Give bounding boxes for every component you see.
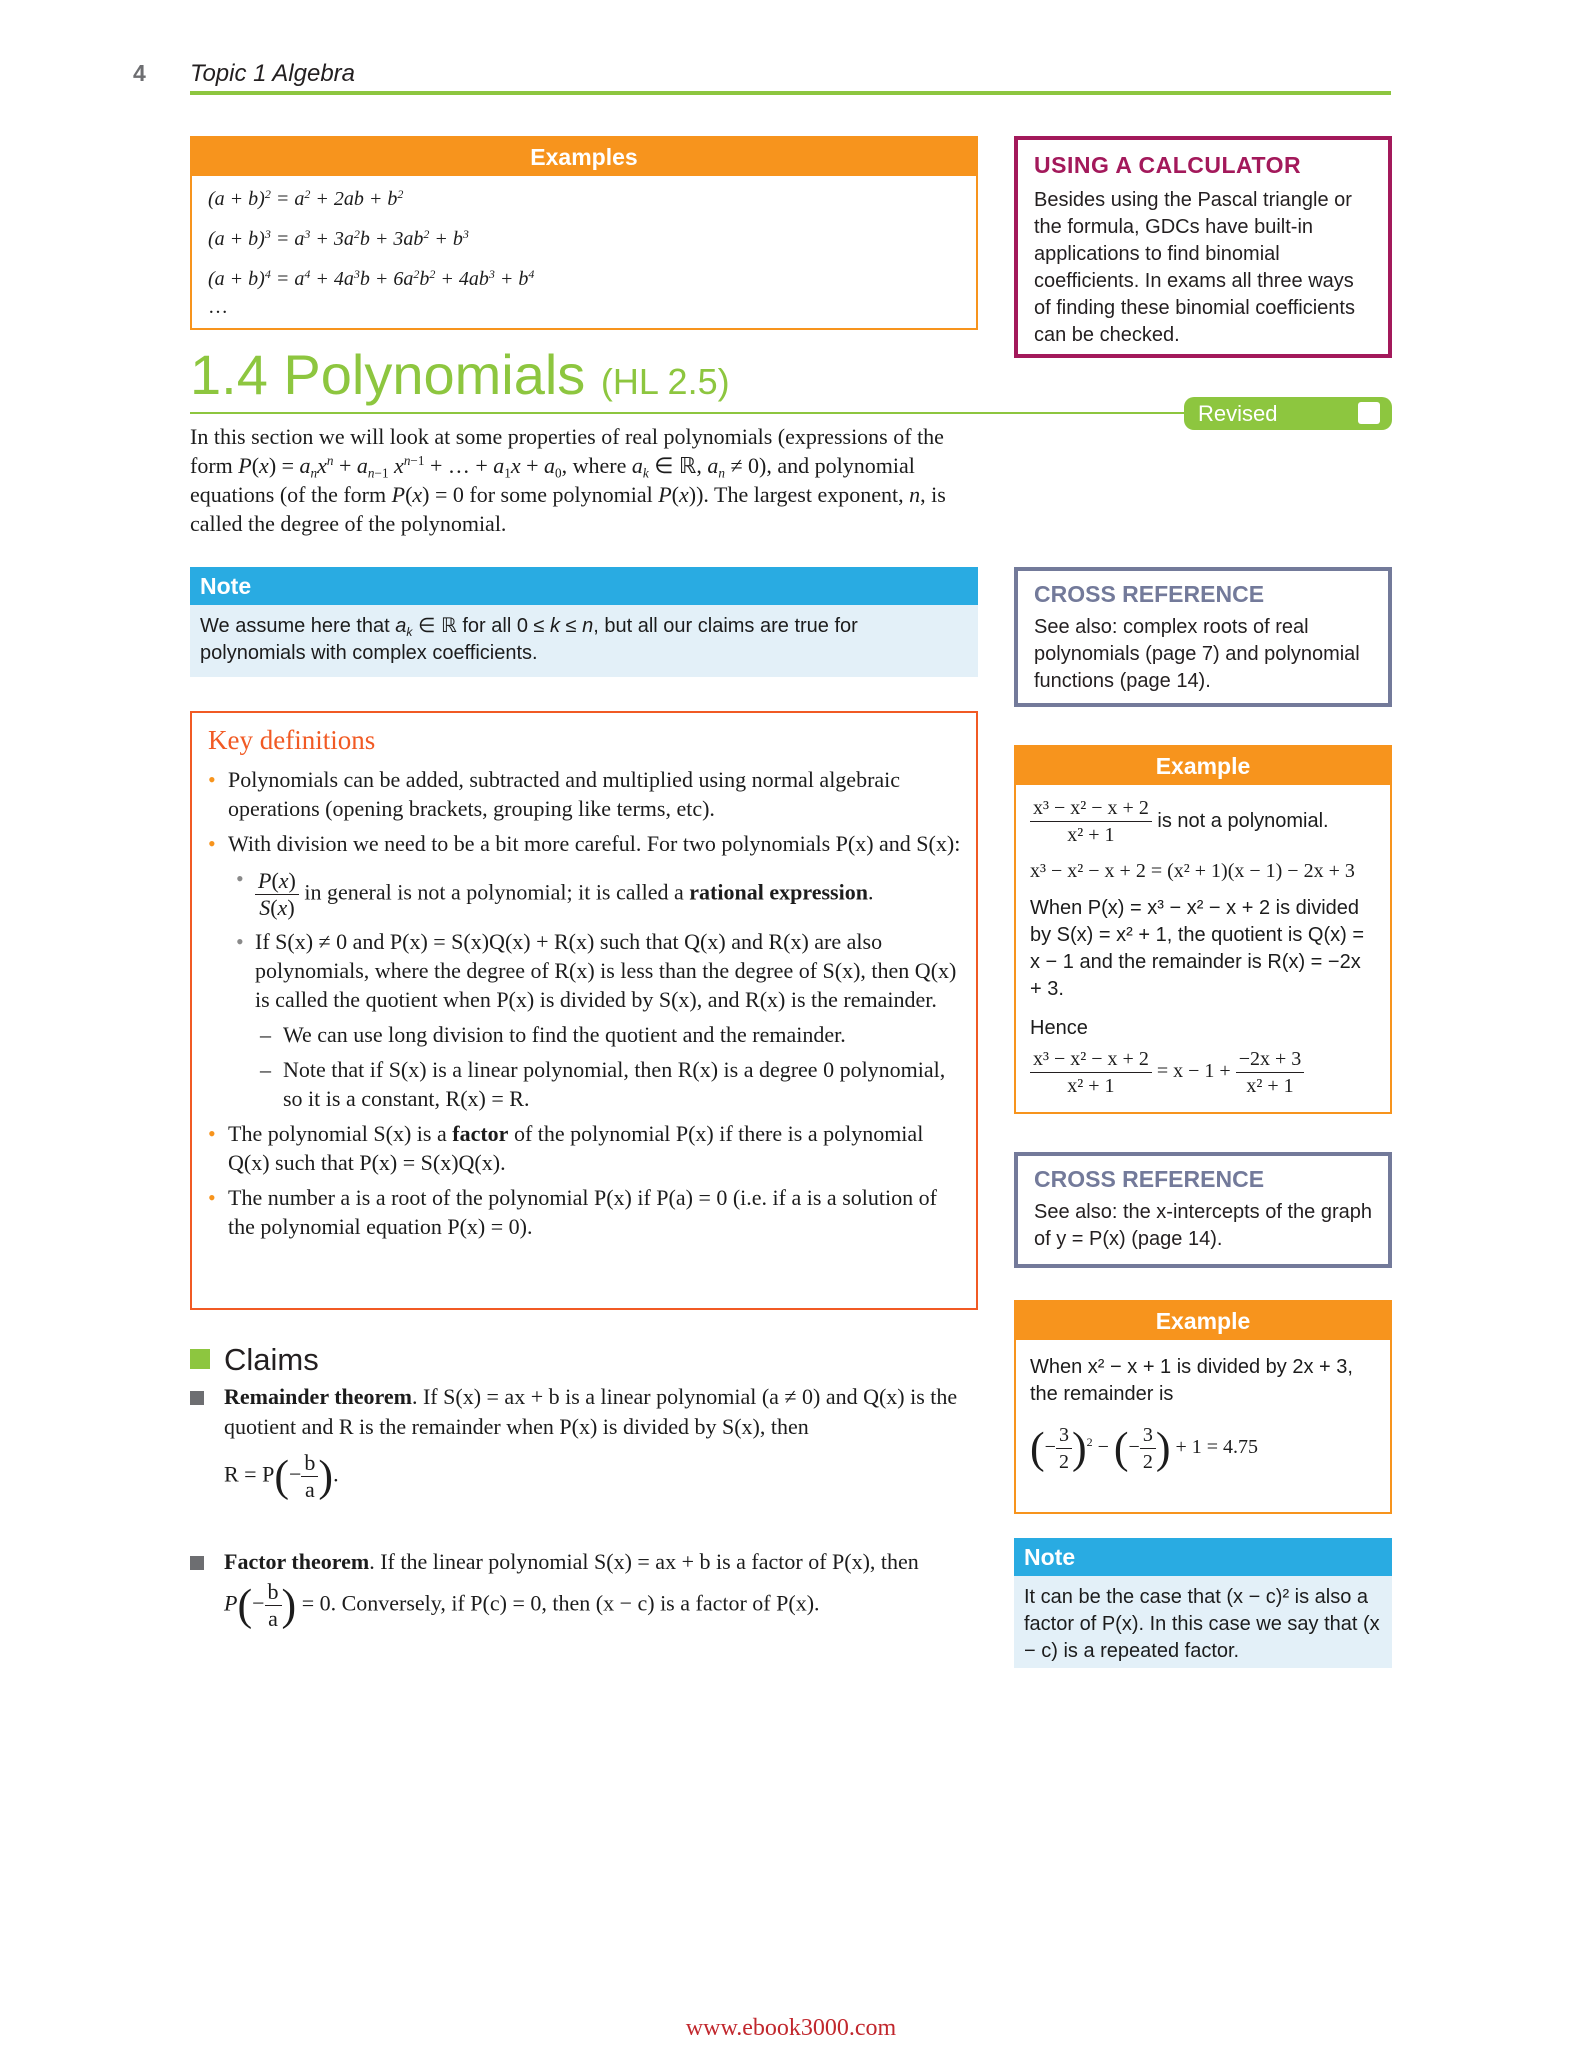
square-bullet-icon bbox=[190, 1349, 210, 1369]
example-fraction: $\frac{\text{x³ − x² − x + 2}}{\text{x² + 1}}$ bbox=[1030, 795, 1152, 848]
example-result: $\frac{\text{x³ − x² − x + 2}}{\text{x² + 1}}$ = x − 1 + $\frac{-2x + 3}{\text{x² + 1}}$ bbox=[1030, 1046, 1376, 1099]
example-identity: x³ − x² − x + 2 = (x² + 1)(x − 1) − 2x + 3 bbox=[1030, 860, 1355, 882]
topic-title: Topic 1 Algebra bbox=[190, 60, 355, 87]
example-fraction-line: $\frac{\text{x³ − x² − x + 2}}{\text{x² + 1}}$ is not a polynomial. bbox=[1030, 795, 1376, 848]
key-definitions-list bbox=[208, 765, 968, 1247]
note-box-2 bbox=[1014, 1538, 1392, 1668]
definition-bullet: • The number a is a root of the polynomial P(x) if P(a) = 0 (i.e. if a is a solution of the polynomial equation P(x) = 0). bbox=[208, 1183, 968, 1241]
note-box bbox=[190, 567, 978, 677]
square-bullet-icon bbox=[190, 1556, 204, 1570]
revised-label: Revised bbox=[1198, 401, 1278, 426]
calculator-title: USING A CALCULATOR bbox=[1034, 152, 1302, 178]
example-calculation: (− $\frac{3}{2}$ )$^2$ − (− $\frac{3}{2}$ ) + 1 = 4.75 bbox=[1030, 1423, 1259, 1473]
section-rule bbox=[190, 412, 1190, 414]
definition-dash-item: – Note that if S(x) is a linear polynomial, then R(x) is a degree 0 polynomial, so it is a constant, R(x) = R. bbox=[208, 1055, 968, 1113]
key-definitions-title: Key definitions bbox=[208, 725, 376, 755]
cross-reference-box-2 bbox=[1014, 1152, 1392, 1268]
examples-box bbox=[190, 136, 978, 330]
example-line-3: $(a + b)^4 = a^4 + 4a^3b + 6a^2b^2 + 4ab^3 + b^4$ bbox=[208, 266, 535, 290]
claims-heading: Claims bbox=[190, 1342, 319, 1378]
example-box-1 bbox=[1014, 745, 1392, 1114]
example-ellipsis: … bbox=[208, 296, 228, 318]
rational-fraction: • $\frac{P(x)}{S(x)}$ bbox=[255, 868, 299, 921]
cross-reference-body: See also: the x-intercepts of the graph of y = P(x) (page 14). bbox=[1034, 1201, 1372, 1250]
example-title: Example bbox=[1016, 747, 1390, 785]
key-definitions-box bbox=[190, 711, 978, 1310]
example-result-fraction: $\frac{\text{x³ − x² − x + 2}}{\text{x² + 1}}$ bbox=[1030, 1046, 1152, 1099]
example-line-1: $(a + b)^2 = a^2 + 2ab + b^2$ bbox=[208, 186, 404, 210]
example-title: Example bbox=[1016, 1302, 1390, 1340]
definition-bullet: • The polynomial S(x) is a factor of the polynomial P(x) if there is a polynomial Q(x) such that P(x) = S(x)Q(x). bbox=[208, 1119, 968, 1177]
cross-reference-box-1 bbox=[1014, 567, 1392, 707]
note-title: Note bbox=[1014, 1538, 1392, 1576]
calculator-body: Besides using the Pascal triangle or the formula, GDCs have built-in applications to find binomial coefficients. In exams all three ways of finding these binomial coefficients can be checked. bbox=[1034, 189, 1355, 346]
factor-theorem: Factor theorem. If the linear polynomial S(x) = ax + b is a factor of P(x), then P(− $\frac{b}{a}$ ) = 0. Conversely, if P(c) = 0, then (x − c) is a factor of P(x). bbox=[190, 1547, 980, 1632]
definition-bullet: • With division we need to be a bit more careful. For two polynomials P(x) and S(x): bbox=[208, 829, 968, 858]
section-title bbox=[190, 342, 730, 407]
cross-reference-body: See also: complex roots of real polynomials (page 7) and polynomial functions (page 14). bbox=[1034, 616, 1360, 692]
example-body bbox=[1016, 785, 1390, 1107]
note-title: Note bbox=[190, 567, 978, 605]
factor-formula: P(− $\frac{b}{a}$ ) = 0. Conversely, if P(c) = 0, then (x − c) is a factor of P(x). bbox=[224, 1579, 820, 1631]
note-body: It can be the case that (x − c)² is also a factor of P(x). In this case we say that (x − c) is a repeated factor. bbox=[1024, 1586, 1380, 1662]
example-line-2: $(a + b)^3 = a^3 + 3a^2b + 3ab^2 + b^3$ bbox=[208, 226, 469, 250]
intro-paragraph: In this section we will look at some properties of real polynomials (expressions of the form $P(x) = a_nx^n + a_{n-1}$ $x^{n-1}$ + … + $a_1x + a_0$, where $a_k$ ∈ ℝ, $a_n \ne 0$), and polynomial equations (of the form P(x) = 0 for some polynomial P(x)). The largest exponent, n, is called the degree of the polynomial. bbox=[190, 424, 946, 536]
example-when: When P(x) = x³ − x² − x + 2 is divided by S(x) = x² + 1, the quotient is Q(x) = x − 1 and the remainder is R(x) = −2x + 3. bbox=[1030, 897, 1365, 1000]
remainder-theorem: Remainder theorem. If S(x) = ax + b is a linear polynomial (a ≠ 0) and Q(x) is the quotient and R is the remainder when P(x) is divided by S(x), then R = P(− $\frac{b}{a}$ ). bbox=[190, 1382, 980, 1503]
example-body bbox=[1016, 1340, 1390, 1483]
remainder-formula: R = P(− $\frac{b}{a}$ ). bbox=[224, 1450, 339, 1502]
example-hence: Hence bbox=[1030, 1017, 1088, 1039]
cross-reference-title: CROSS REFERENCE bbox=[1034, 581, 1265, 607]
footer-url[interactable]: www.ebook3000.com bbox=[685, 2015, 897, 2041]
example-text: When x² − x + 1 is divided by 2x + 3, the remainder is bbox=[1030, 1356, 1353, 1405]
revised-checkbox[interactable] bbox=[1184, 397, 1392, 430]
example-remainder-fraction: $\frac{-2x + 3}{\text{x² + 1}}$ bbox=[1236, 1046, 1305, 1099]
definition-sub-bullet: • $\frac{P(x)}{S(x)}$ in general is not a polynomial; it is called a rational expression. bbox=[208, 864, 968, 921]
cross-reference-title: CROSS REFERENCE bbox=[1034, 1166, 1265, 1192]
checkbox-icon[interactable] bbox=[1358, 402, 1380, 424]
section-hl-ref: (HL 2.5) bbox=[600, 361, 730, 402]
definition-bullet: • Polynomials can be added, subtracted and multiplied using normal algebraic operations (opening brackets, grouping like terms, etc). bbox=[208, 765, 968, 823]
examples-title: Examples bbox=[192, 138, 976, 176]
definition-dash-item: – We can use long division to find the quotient and the remainder. bbox=[208, 1020, 968, 1049]
calculator-box bbox=[1014, 136, 1392, 358]
example-box-2 bbox=[1014, 1300, 1392, 1514]
page-number: 4 bbox=[133, 60, 146, 86]
square-bullet-icon bbox=[190, 1391, 204, 1405]
section-number-title: 1.4 Polynomials bbox=[190, 343, 586, 406]
header-rule bbox=[190, 91, 1391, 95]
note-body: We assume here that $a_k$ ∈ ℝ for all 0 ≤ k ≤ n, but all our claims are true for polynomials with complex coefficients. bbox=[200, 615, 858, 664]
definition-sub-bullet: • If S(x) ≠ 0 and P(x) = S(x)Q(x) + R(x) such that Q(x) and R(x) are also polynomials, where the degree of R(x) is less than the degree of S(x), then Q(x) is called the quotient when P(x) is divided by S(x), and R(x) is the remainder. bbox=[208, 927, 968, 1014]
